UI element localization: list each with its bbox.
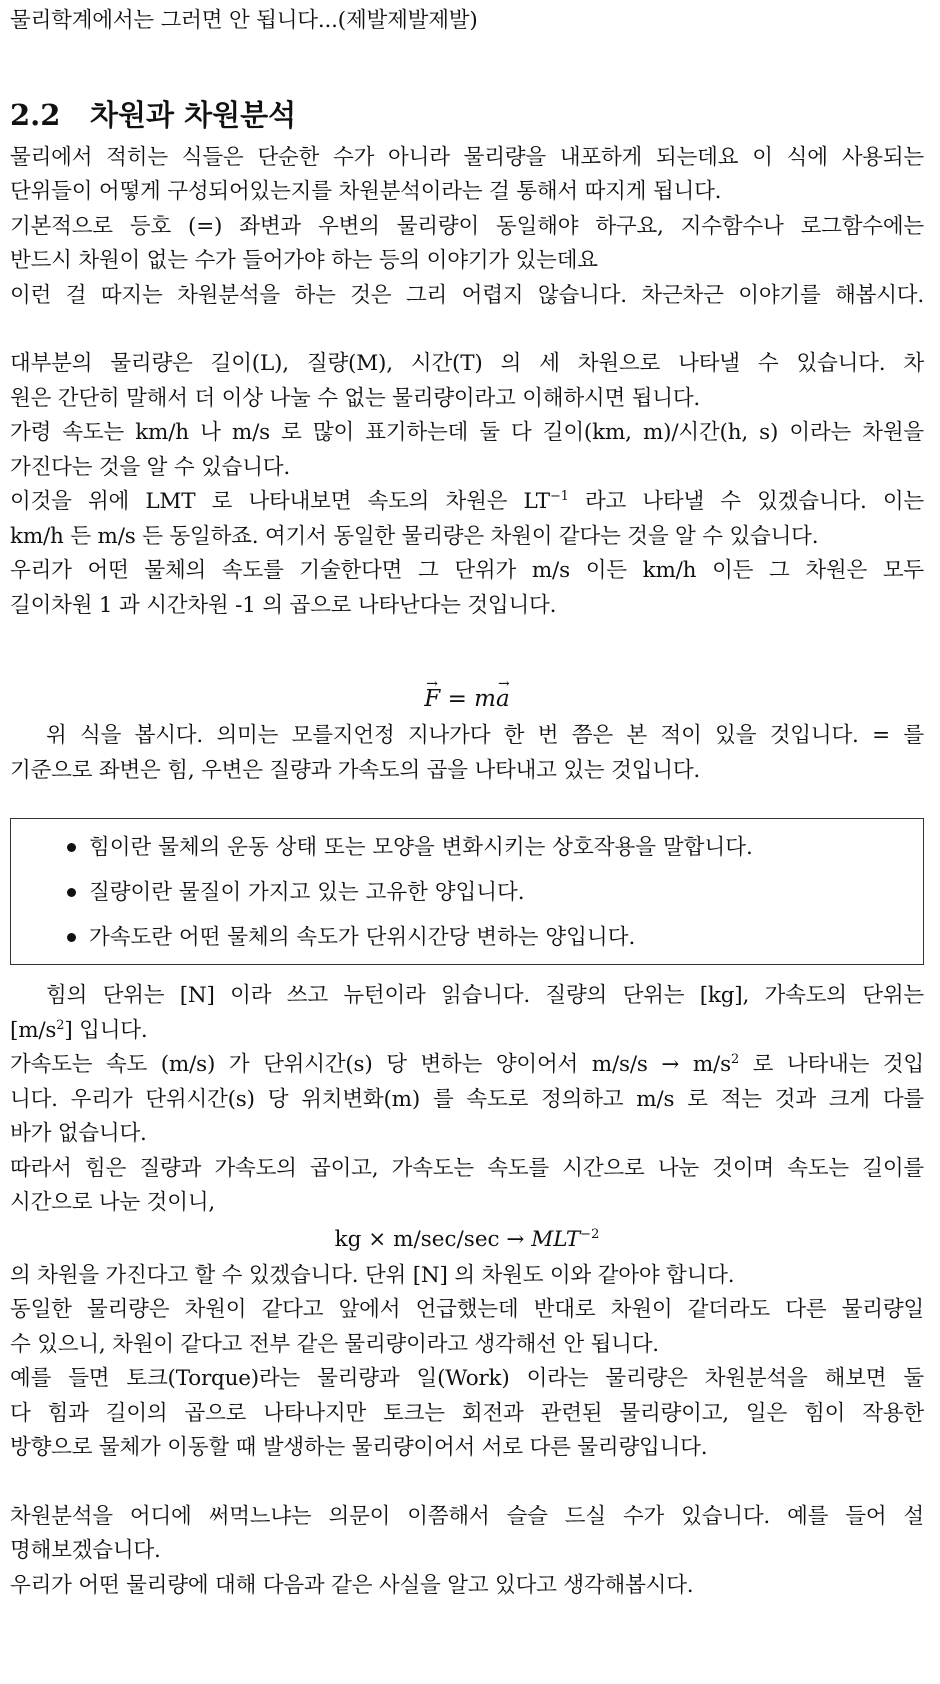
paragraph-line: 시간으로 나눈 것이니, [10,1190,216,1215]
equation-newton-second-law [10,679,924,719]
force-vector: → F [424,679,440,719]
paragraph-line: 예를 들면 토크(Torque)라는 물리량과 일(Work) 이라는 물리량은 차원분석을 해보면 둘 [10,1366,924,1391]
paragraph-line: 우리가 어떤 물체의 속도를 기술한다면 그 단위가 m/s 이든 km/h 이든 그 차원은 모두 [10,558,924,583]
equation-dimensions: MLT [531,1226,581,1252]
paragraph-line: 가진다는 것을 알 수 있습니다. [10,454,291,480]
paragraph-line: 위 식을 봅시다. 의미는 모를지언정 지나가다 한 번 쯤은 본 적이 있을 것입니다. = 를 [46,723,924,748]
paragraph-line [10,485,924,520]
text-run: 이것을 위에 LMT 로 나타내보면 속도의 차원은 LT [10,489,550,514]
paragraph-line: 힘의 단위는 [N] 이라 쓰고 뉴턴이라 읽습니다. 질량의 단위는 [kg], 가속도의 단위는 [46,983,924,1008]
paragraph-line: 동일한 물리량은 차원이 같다고 앞에서 언급했는데 반대로 차원이 같더라도 다른 물리량일 [10,1297,924,1322]
equals-sign: = [440,686,475,712]
exponent: 2 [56,1017,65,1033]
paragraph-line: 기준으로 좌변은 힘, 우변은 질량과 가속도의 곱을 나타내고 있는 것입니다. [10,757,701,783]
paragraph-line: 우리가 어떤 물리량에 대해 다음과 같은 사실을 알고 있다고 생각해봅시다. [10,1572,694,1598]
paragraph-line: 바가 없습니다. [10,1121,147,1146]
mass-symbol: m [474,686,496,712]
paragraph-lmt [10,347,924,623]
paragraph-line: 차원분석을 어디에 써먹느냐는 의문이 이쯤해서 슬슬 드실 수가 있습니다. 예를 들어 설 [10,1503,924,1529]
paragraph-same-dimension [10,1259,924,1466]
text-run: 가속도는 속도 (m/s) 가 단위시간(s) 당 변하는 양이어서 m/s/s → m/s [10,1052,731,1077]
paragraph-line: 방향으로 물체가 이동할 때 발생하는 물리량이어서 서로 다른 물리량입니다. [10,1435,708,1460]
paragraph-line: 단위들이 어떻게 구성되어있는지를 차원분석이라는 걸 통해서 따지게 됩니다. [10,179,722,204]
paragraph-line: 따라서 힘은 질량과 가속도의 곱이고, 가속도는 속도를 시간으로 나눈 것이며 속도는 길이를 [10,1155,924,1181]
acceleration-vector: → a [496,679,510,719]
paragraph-line: 이런 걸 따지는 차원분석을 하는 것은 그리 어렵지 않습니다. 차근차근 이야기를 해봅시다. [10,282,924,308]
paragraph-line: 반드시 차원이 없는 수가 들어가야 하는 등의 이야기가 있는데요 [10,248,598,273]
text-run: 로 나타내는 것입 [739,1052,924,1077]
definition-box [10,818,924,965]
spacer [10,313,924,347]
paragraph-usage [10,1500,924,1604]
paragraph-line [10,1014,924,1049]
definition-item-mass: 질량이란 물질이 가지고 있는 고유한 양입니다. [11,870,923,915]
definition-item-force: 힘이란 물체의 운동 상태 또는 모양을 변화시키는 상호작용을 말합니다. [11,825,923,870]
intro-line: 물리학계에서는 그러면 안 됩니다...(제발제발제발) [10,8,478,33]
paragraph-line: 물리에서 적히는 식들은 단순한 수가 아니라 물리량을 내포하게 되는데요 이 식에 사용되는 [10,144,924,170]
document-page [10,0,924,1603]
section-number: 2.2 [10,97,61,132]
spacer [10,623,924,679]
spacer [10,788,924,810]
paragraph-line: 원은 간단히 말해서 더 이상 나눌 수 없는 물리량이라고 이해하시면 됩니다. [10,385,701,411]
definition-item-acceleration: 가속도란 어떤 물체의 속도가 단위시간당 변하는 양입니다. [11,915,923,960]
paragraph-line: 니다. 우리가 단위시간(s) 당 위치변화(m) 를 속도로 정의하고 m/s 로 적는 것과 크게 다를 [10,1086,924,1112]
exponent: −1 [549,488,569,504]
paragraph-line: 가령 속도는 km/h 나 m/s 로 많이 표기하는데 둘 다 길이(km, m)/시간(h, s) 이라는 차원을 [10,420,924,445]
paragraph-line: 수 있으니, 차원이 같다고 전부 같은 물리량이라고 생각해선 안 됩니다. [10,1331,659,1357]
spacer [10,965,924,979]
paragraph-line [10,1048,924,1083]
paragraph-line: 대부분의 물리량은 길이(L), 질량(M), 시간(T) 의 세 차원으로 나타낼 수 있습니다. 차 [10,351,924,376]
paragraph-line: 의 차원을 가진다고 할 수 있겠습니다. 단위 [N] 의 차원도 이와 같아야 합니다. [10,1262,735,1288]
paragraph-units [10,979,924,1221]
text-run: [m/s [10,1017,57,1043]
paragraph-line: 다 힘과 길이의 곱으로 나타나지만 토크는 회전과 관련된 물리량이고, 일은 힘이 작용한 [10,1400,924,1426]
section-heading [10,89,924,141]
paragraph-line: 기본적으로 등호 (=) 좌변과 우변의 물리량이 동일해야 하구요, 지수함수나 로그함수에는 [10,213,924,239]
equation-units: kg × m/sec/sec → [334,1226,532,1252]
section-title: 차원과 차원분석 [90,97,297,132]
exponent: −2 [580,1226,600,1242]
text-run: ] 입니다. [64,1017,148,1043]
paragraph-dimensions-intro [10,141,924,314]
paragraph-equation-explain [10,719,924,788]
text-run: 라고 나타낼 수 있겠습니다. 이는 [568,489,924,514]
paragraph-line: km/h 든 m/s 든 동일하죠. 여기서 동일한 물리량은 차원이 같다는 것을 알 수 있습니다. [10,523,819,549]
exponent: 2 [730,1051,740,1067]
spacer [10,1466,924,1500]
paragraph-line: 명해보겠습니다. [10,1538,161,1563]
equation-force-dimension [10,1221,924,1259]
paragraph-line: 길이차원 1 과 시간차원 -1 의 곱으로 나타난다는 것입니다. [10,592,557,618]
